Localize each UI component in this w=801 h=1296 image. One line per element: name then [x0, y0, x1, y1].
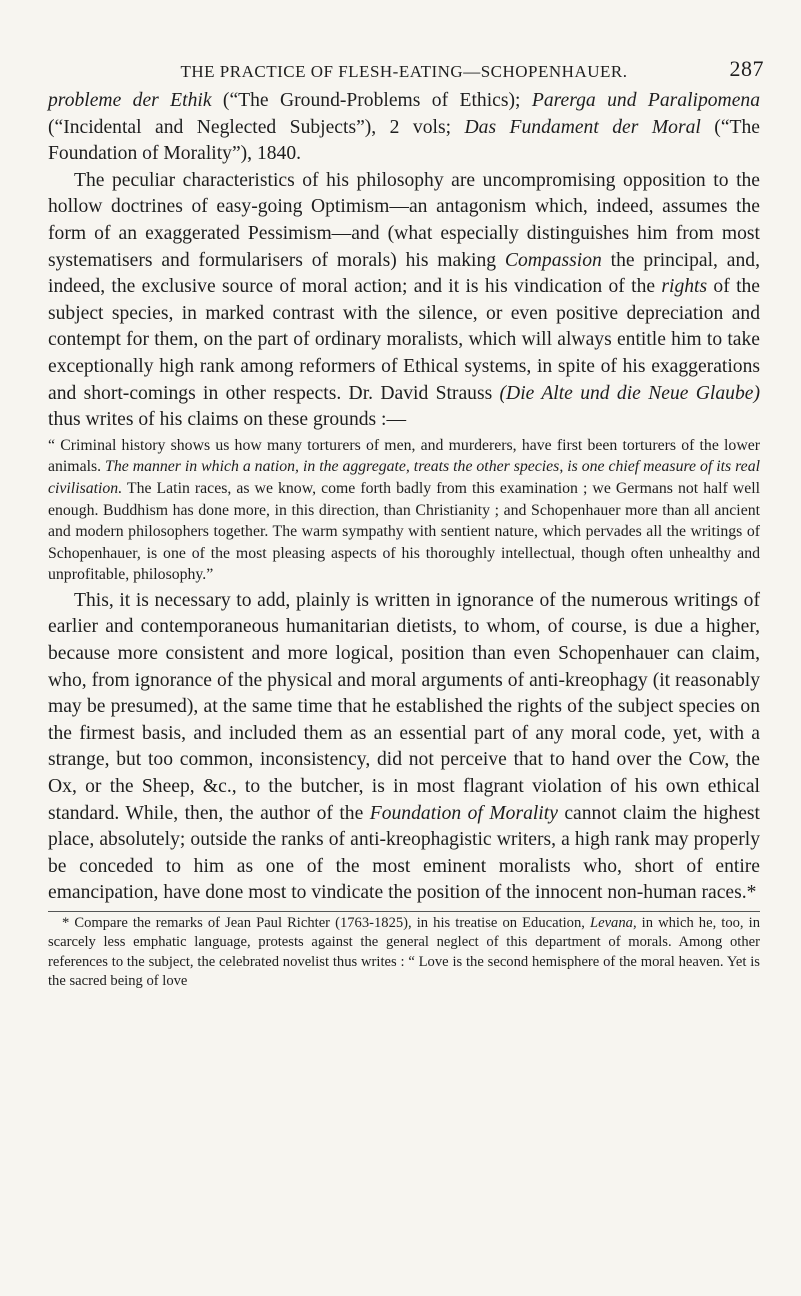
quote-paragraph	[48, 435, 760, 586]
block-quote	[48, 435, 760, 586]
italic-title: Parerga und Paralipomena	[531, 90, 760, 111]
paragraph-characteristics	[48, 168, 760, 434]
page	[48, 56, 764, 992]
text-run: (“Incidental and Neglected Subjects”), 2 vols;	[48, 116, 465, 138]
text-run: (“The Ground-Problems of Ethics);	[211, 90, 532, 111]
italic-term: rights	[661, 276, 708, 298]
italic-title: Levana	[589, 915, 633, 931]
italic-title: Foundation of Morality	[369, 802, 558, 824]
running-header	[48, 56, 764, 82]
text-run: “ Criminal history shows us how many torturers of men, and murderers, have first been torturers of the lower animals.	[48, 436, 760, 476]
italic-quote: The manner in which a nation, in the aggregate, treats the other species, is one chief measure of its real civilisation.	[48, 458, 760, 497]
text-run: the principal, and, indeed, the exclusive source of moral action; and it is his vindication of the	[48, 249, 760, 298]
text-run: This, it is necessary to add, plainly is written in ignorance of the numerous writings of earlier and contemporaneous humanitarian dietists, to whom, of course, is due a higher, because more consistent and more logical, position than even Schopenhauer can claim, who, from ignorance of the physical and moral arguments of anti-kreophagy (it reasonably may be presumed), at the same time that he established the rights of the subject species on the firmest basis, and included them as an essential part of any moral code, yet, with a strange, but too common, inconsistency, did not perceive that to hand over the Cow, the Ox, or the Sheep, &c., to the butcher, is in most flagrant violation of his own ethical standard. While, then, the author of the	[48, 589, 760, 824]
italic-title: probleme der Ethik	[48, 90, 212, 111]
page-number: 287	[729, 56, 764, 81]
paragraph-intro	[48, 88, 760, 168]
footnote	[48, 911, 760, 992]
text-run: of the subject species, in marked contrast with the silence, or even positive depreciation and contempt for them, on the part of ordinary moralists, which will always entitle him to take exceptionally high rank among reformers of Ethical systems, in spite of his exaggerations and short-comings in other respects. Dr. David Strauss	[48, 276, 761, 404]
body-text	[48, 88, 760, 434]
running-title: THE PRACTICE OF FLESH-EATING—SCHOPENHAUER.	[180, 62, 628, 81]
text-run: The Latin races, as we know, come forth badly from this examination ; we Germans not half well enough. Buddhism has done more, in this direction, than Christianity ; and Schopenhauer more than all ancient and modern philosophers together. The warm sympathy with sentient nature, which pervades all the writings of Schopenhauer, is one of the most pleasing aspects of his thoroughly intellectual, though often unhealthy and unprofitable, philosophy.”	[48, 479, 760, 584]
italic-title: Das Fundament der Moral	[464, 116, 701, 138]
footnote-paragraph	[48, 914, 760, 992]
italic-title: (Die Alte und die Neue Glaube)	[499, 382, 760, 404]
text-run: cannot claim the highest place, absolutely; outside the ranks of anti-kreophagistic writers, a high rank may properly be conceded to him as one of the most eminent moralists who, short of entire emancipation, have done most to vindicate the position of the innocent non-human races.*	[48, 802, 760, 904]
paragraph-commentary	[48, 588, 760, 907]
text-run: thus writes of his claims on these grounds :—	[48, 409, 407, 431]
body-text-continued	[48, 588, 760, 907]
text-run: (“The Foundation of Morality”), 1840.	[48, 116, 760, 165]
text-run: , in which he, too, in scarcely less emphatic language, protests against the general neglect of this department of morals. Among other references to the subject, the celebrated novelist thus writes : “ Love is the second hemisphere of the moral heaven. Yet is the sacred being of love	[48, 915, 760, 990]
text-run: The peculiar characteristics of his philosophy are uncompromising opposition to the hollow doctrines of easy-going Optimism—an antagonism which, indeed, assumes the form of an exaggerated Pessimism—and (what especially distinguishes him from most systematisers and formularisers of morals) his making	[48, 169, 760, 271]
text-run: * Compare the remarks of Jean Paul Richter (1763-1825), in his treatise on Education,	[62, 915, 590, 931]
italic-term: Compassion	[504, 249, 602, 271]
